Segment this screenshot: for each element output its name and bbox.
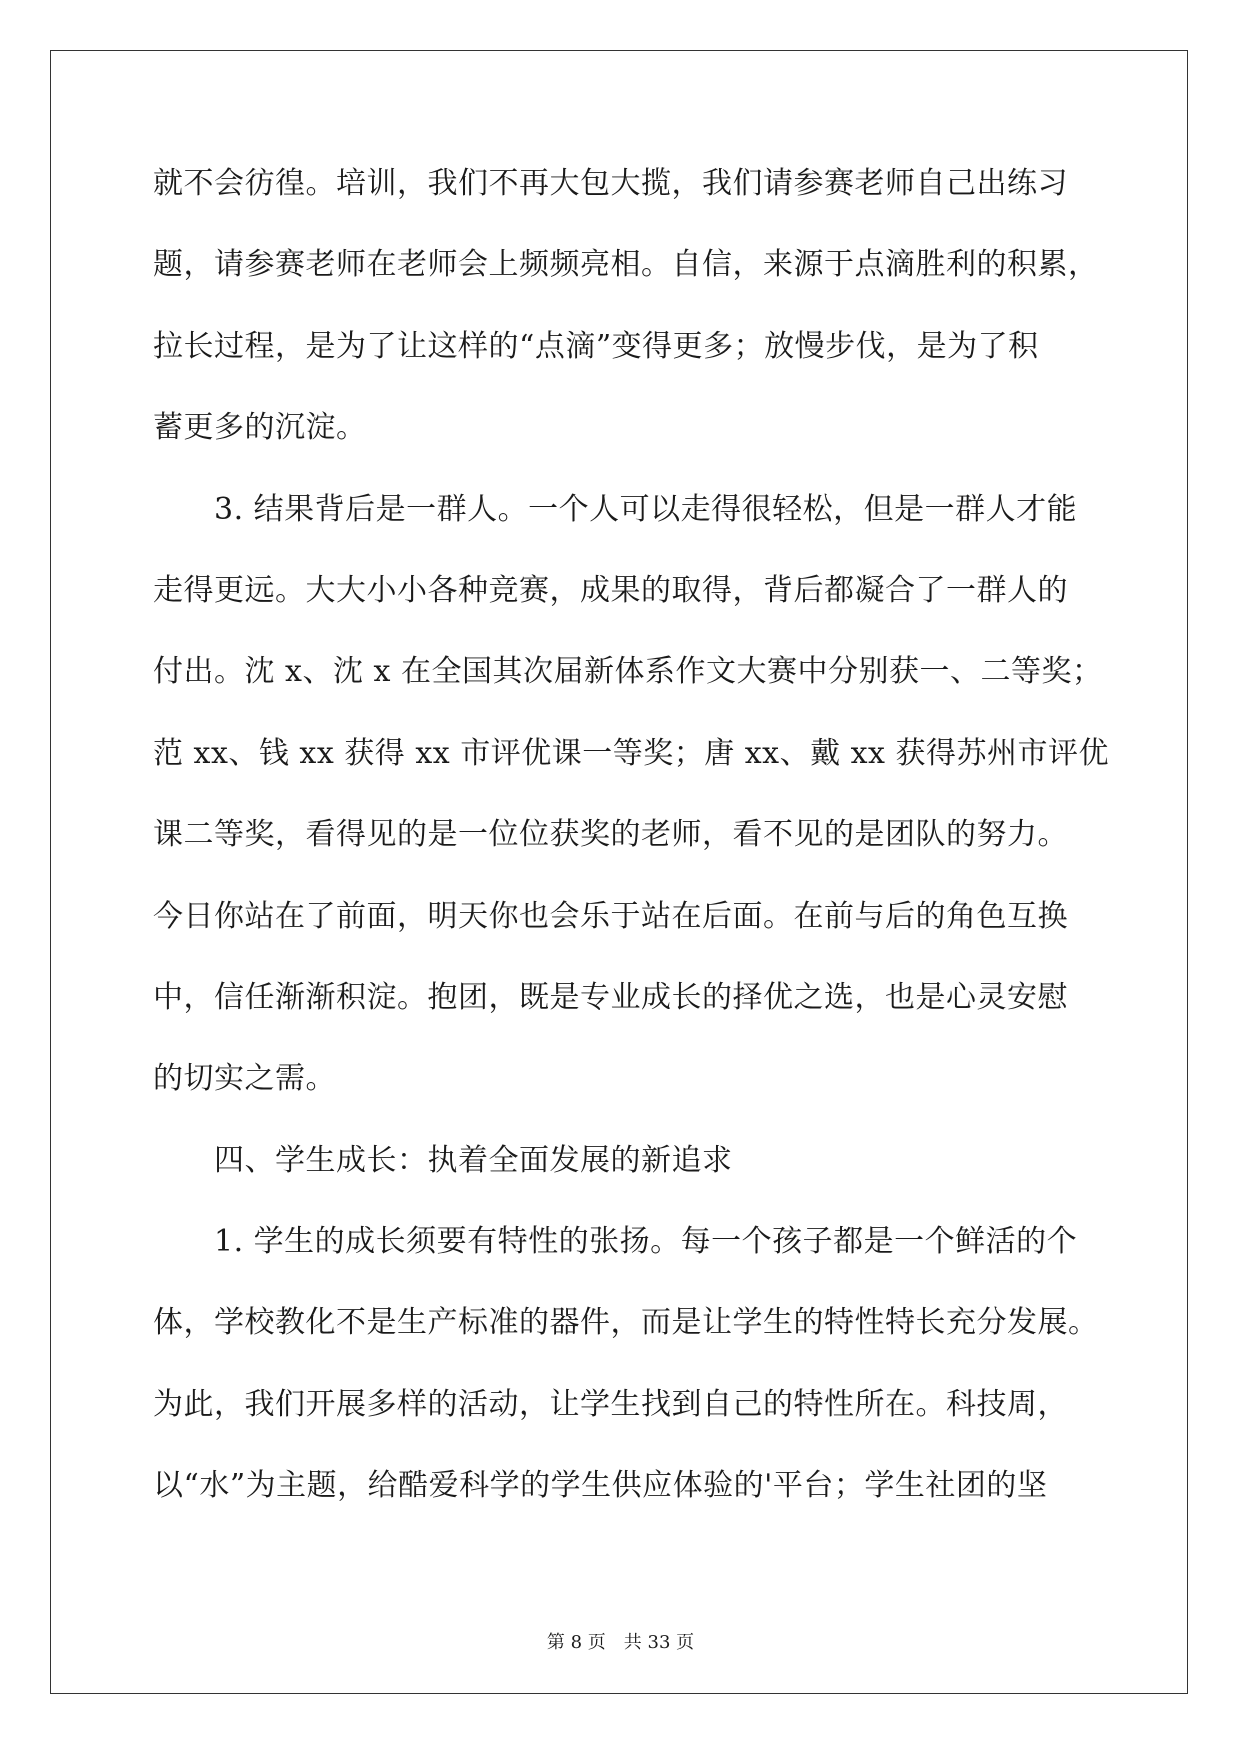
page-number-footer: 第 8 页 共 33 页 bbox=[546, 1632, 695, 1653]
text-line: 的切实之需。 bbox=[153, 1061, 336, 1097]
text-line: 拉长过程，是为了让这样的“点滴”变得更多；放慢步伐，是为了积 bbox=[153, 328, 1039, 364]
text-line: 为此，我们开展多样的活动，让学生找到自己的特性所在。科技周， bbox=[153, 1386, 1068, 1422]
text-line: 走得更远。大大小小各种竞赛，成果的取得，背后都凝合了一群人的 bbox=[153, 572, 1068, 608]
text-line: 3. 结果背后是一群人。一个人可以走得很轻松，但是一群人才能 bbox=[153, 491, 1078, 527]
document-body bbox=[153, 160, 1109, 1544]
text-line: 付出。沈 x、沈 x 在全国其次届新体系作文大赛中分别获一、二等奖； bbox=[153, 654, 1103, 690]
text-line: 蓄更多的沉淀。 bbox=[153, 410, 367, 446]
text-line: 今日你站在了前面，明天你也会乐于站在后面。在前与后的角色互换 bbox=[153, 898, 1068, 934]
text-line: 题，请参赛老师在老师会上频频亮相。自信，来源于点滴胜利的积累， bbox=[153, 247, 1099, 283]
text-line: 以“水”为主题，给酷爱科学的学生供应体验的'平台；学生社团的坚 bbox=[153, 1468, 1048, 1504]
section-heading: 四、学生成长：执着全面发展的新追求 bbox=[153, 1142, 733, 1178]
text-line: 课二等奖，看得见的是一位位获奖的老师，看不见的是团队的努力。 bbox=[153, 817, 1068, 853]
text-line: 中，信任渐渐积淀。抱团，既是专业成长的择优之选，也是心灵安慰 bbox=[153, 979, 1068, 1015]
text-line: 体，学校教化不是生产标准的器件，而是让学生的特性特长充分发展。 bbox=[153, 1305, 1099, 1341]
text-line: 范 xx、钱 xx 获得 xx 市评优课一等奖；唐 xx、戴 xx 获得苏州市评优 bbox=[153, 735, 1109, 771]
text-line: 1. 学生的成长须要有特性的张扬。每一个孩子都是一个鲜活的个 bbox=[153, 1224, 1078, 1260]
text-line: 就不会彷徨。培训，我们不再大包大揽，我们请参赛老师自己出练习 bbox=[153, 166, 1068, 201]
